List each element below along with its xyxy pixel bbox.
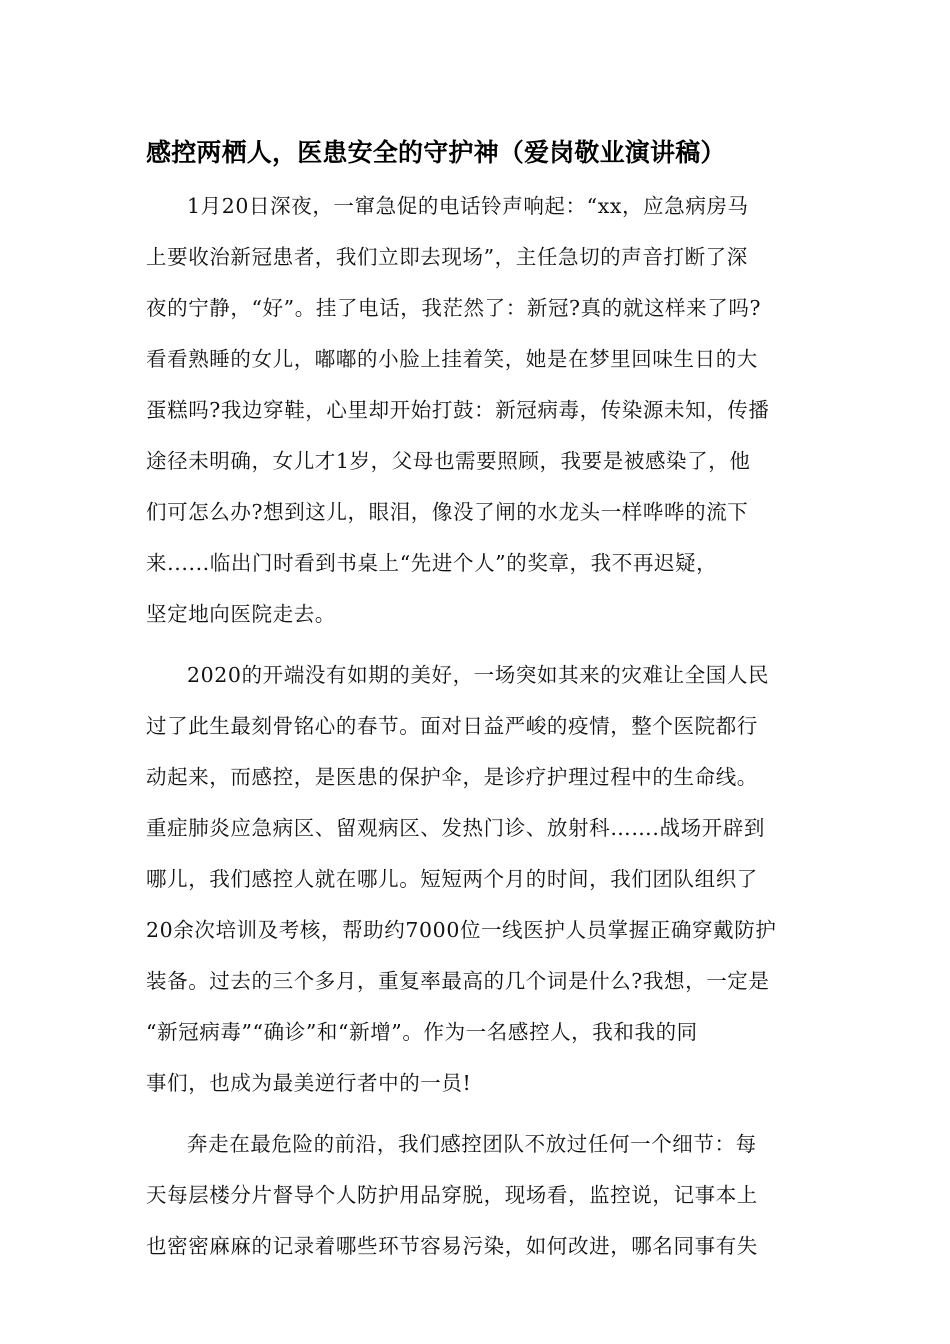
paragraph-line: 动起来，而感控，是医患的保护伞，是诊疗护理过程中的生命线。 xyxy=(146,765,758,789)
paragraph-line: 天每层楼分片督导个人防护用品穿脱，现场看，监控说，记事本上 xyxy=(146,1183,758,1207)
paragraph-line: “新冠病毒”“确诊”和“新增”。作为一名感控人，我和我的同 xyxy=(146,1020,698,1044)
paragraph-line: 看看熟睡的女儿，嘟嘟的小脸上挂着笑，她是在梦里回味生日的大 xyxy=(146,347,758,371)
paragraph-line: 坚定地向医院走去。 xyxy=(146,602,336,626)
paragraph-line: 蛋糕吗?我边穿鞋，心里却开始打鼓：新冠病毒，传染源未知，传播 xyxy=(146,398,770,422)
paragraph-1 xyxy=(146,181,821,640)
paragraph-line: 们可怎么办?想到这儿，眼泪，像没了闸的水龙头一样哗哗的流下 xyxy=(146,500,749,524)
paragraph-line: 哪儿，我们感控人就在哪儿。短短两个月的时间，我们团队组织了 xyxy=(146,867,758,891)
paragraph-line: 20余次培训及考核，帮助约7000位一线医护人员掌握正确穿戴防护 xyxy=(146,918,777,942)
paragraph-line: 上要收治新冠患者，我们立即去现场”，主任急切的声音打断了深 xyxy=(146,245,748,269)
paragraph-line: 装备。过去的三个多月，重复率最高的几个词是什么?我想，一定是 xyxy=(146,969,770,993)
paragraph-line: 来......临出门时看到书桌上“先进个人”的奖章，我不再迟疑， xyxy=(146,551,718,575)
paragraph-line: 重症肺炎应急病区、留观病区、发热门诊、放射科…….战场开辟到 xyxy=(146,816,766,840)
paragraph-2 xyxy=(146,650,821,1109)
paragraph-line: 奔走在最危险的前沿，我们感控团队不放过任何一个细节：每 xyxy=(187,1132,757,1156)
document-title: 感控两栖人，医患安全的守护神（爱岗敬业演讲稿） xyxy=(146,138,726,167)
paragraph-line: 1月20日深夜，一窜急促的电话铃声响起：“xx，应急病房马 xyxy=(187,194,749,218)
paragraph-line: 途径未明确，女儿才1岁，父母也需要照顾，我要是被感染了，他 xyxy=(146,449,751,473)
document-body xyxy=(146,181,821,1282)
paragraph-line: 过了此生最刻骨铭心的春节。面对日益严峻的疫情，整个医院都行 xyxy=(146,714,758,738)
paragraph-line: 2020的开端没有如期的美好，一场突如其来的灾难让全国人民 xyxy=(187,663,770,687)
paragraph-line: 夜的宁静，“好”。挂了电话，我茫然了：新冠?真的就这样来了吗? xyxy=(146,296,762,320)
paragraph-3 xyxy=(146,1119,821,1272)
paragraph-line: 也密密麻麻的记录着哪些环节容易污染，如何改进，哪名同事有失 xyxy=(146,1234,758,1258)
paragraph-line: 事们，也成为最美逆行者中的一员! xyxy=(146,1071,472,1095)
